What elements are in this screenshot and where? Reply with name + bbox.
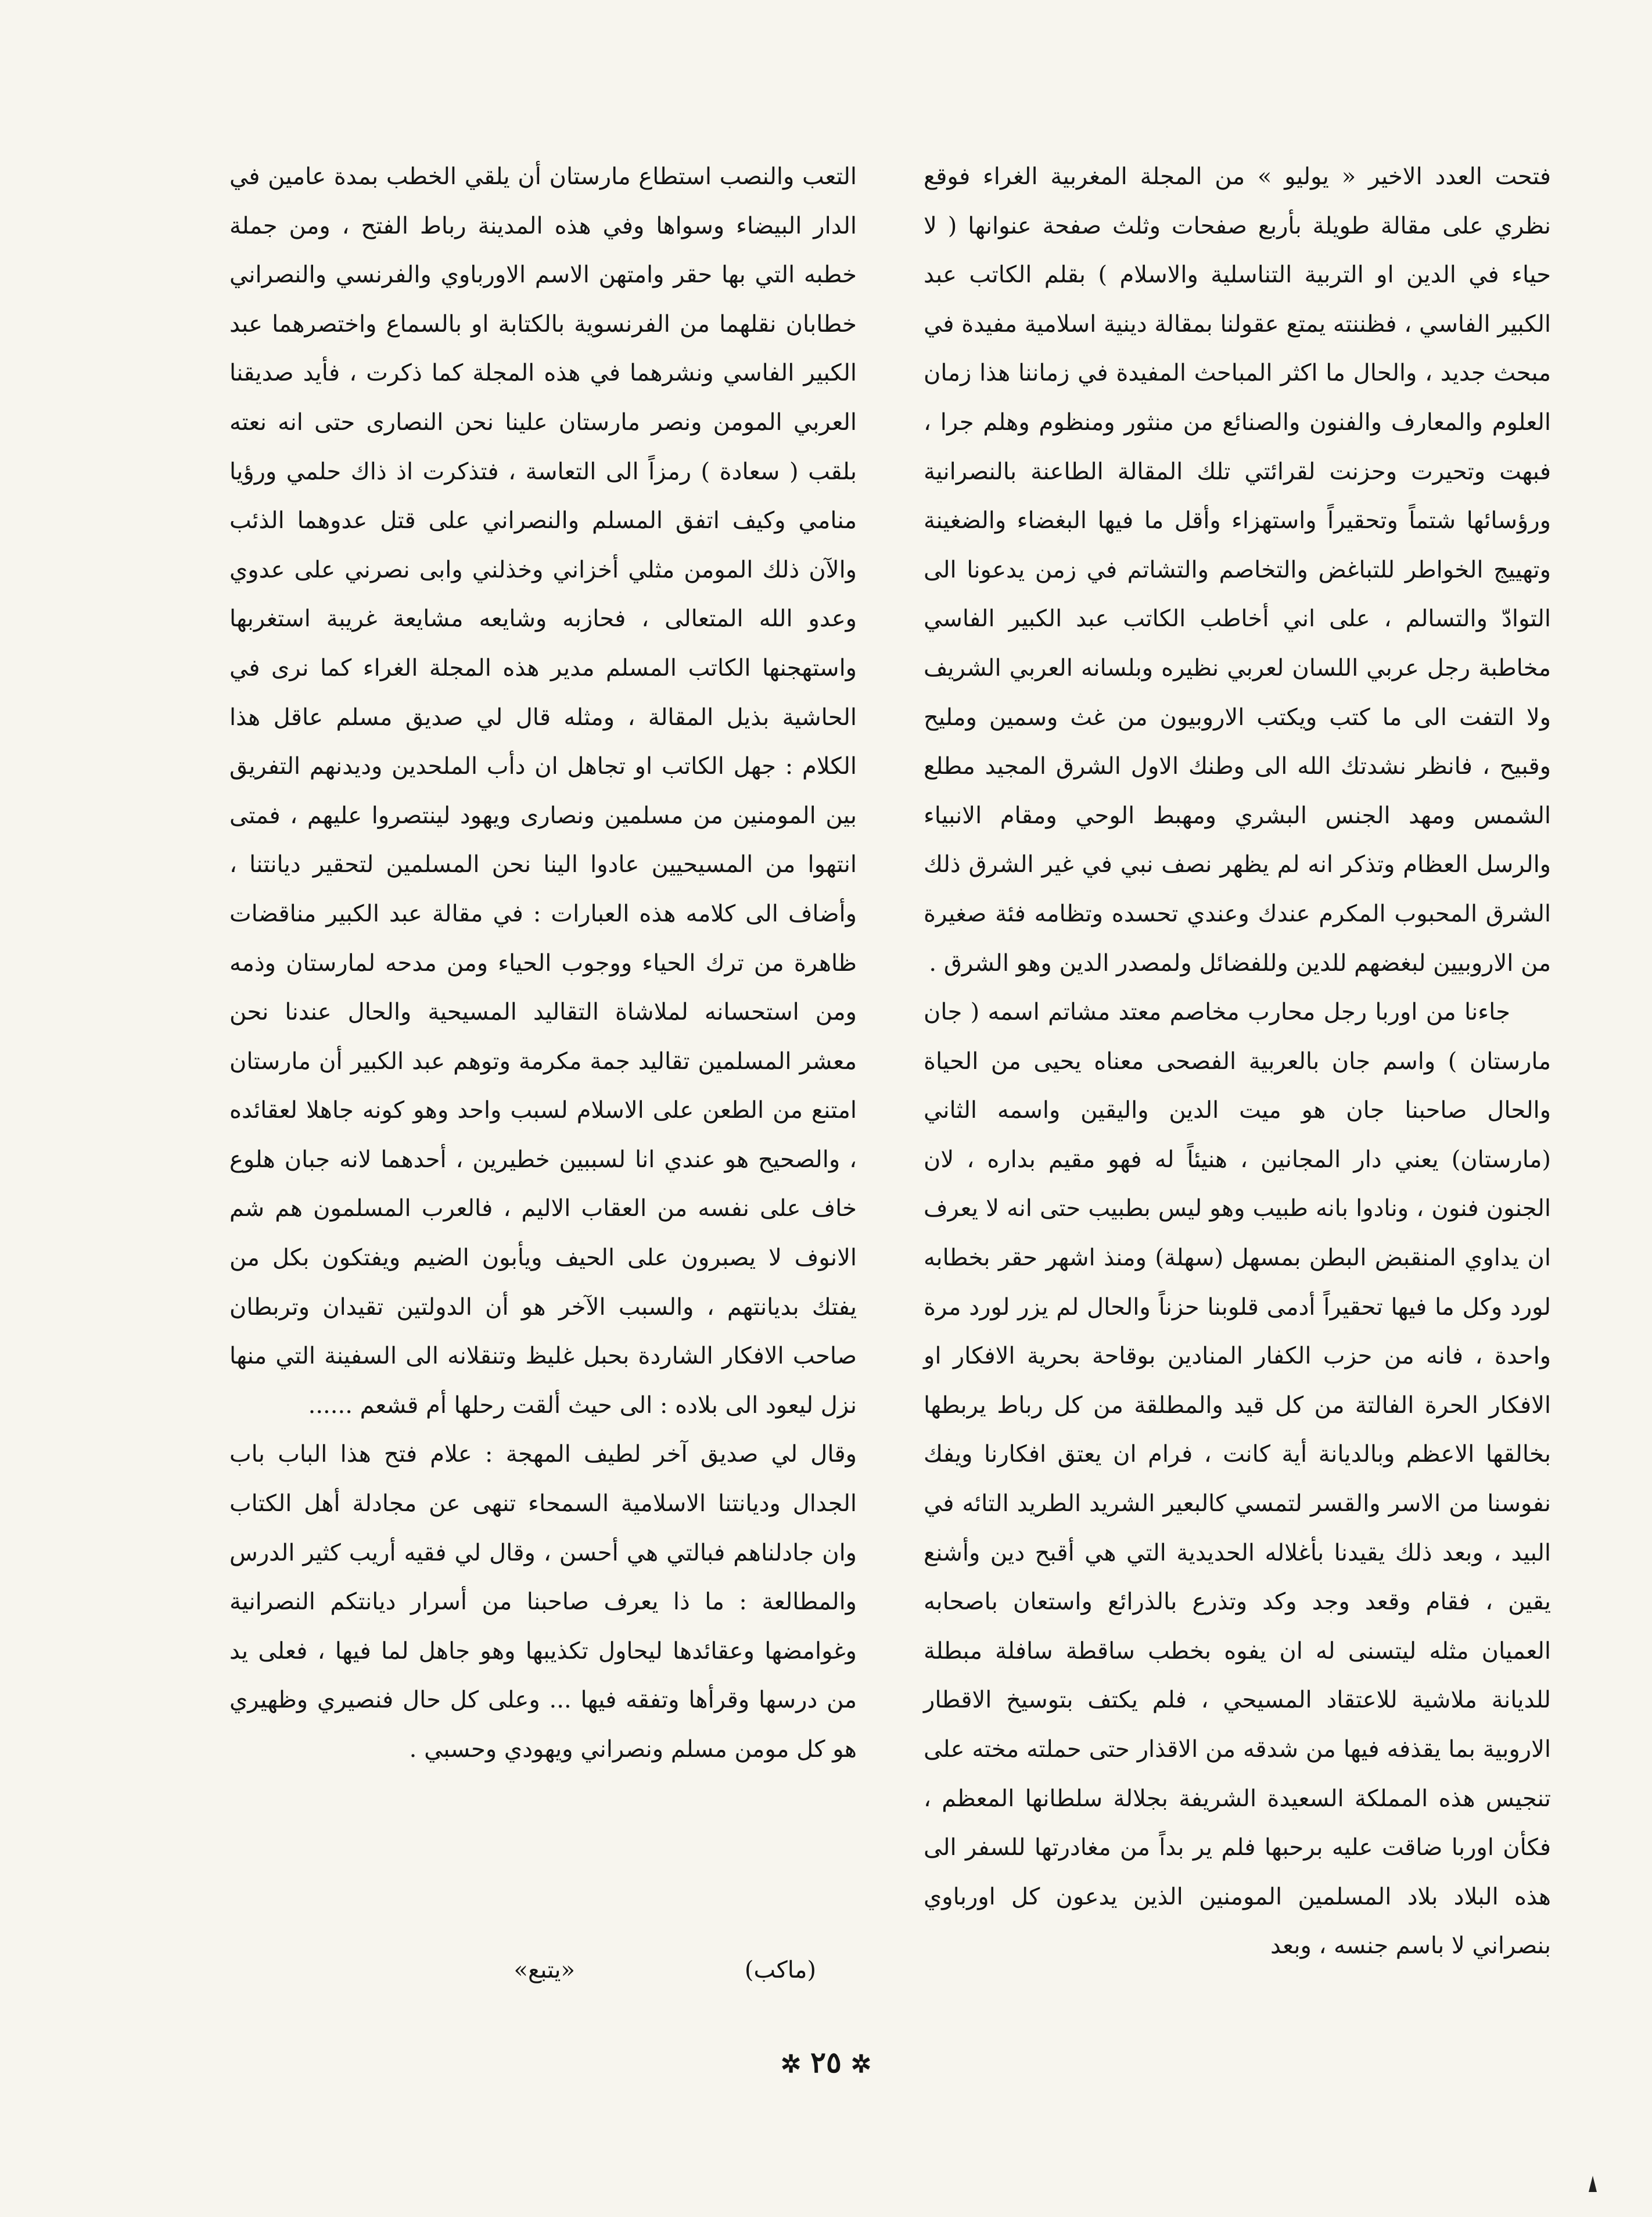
continued-marker: «يتبع» [513,1957,575,1983]
article-footer [293,1957,816,2003]
author-signature: (ماكب) [744,1957,816,1983]
article-column-right [924,152,1551,1971]
scan-mark-icon [1589,2176,1597,2192]
paragraph: التعب والنصب استطاع مارستان أن يلقي الخطب بمدة عامين في الدار البيضاء وسواها وفي هذه المدينة رباط الفتح ، ومن جملة خطبه التي بها حقر وامتهن الاسم الاورباوي والفرنسي والنصراني خطابان نقلهما من الفرنسوية بالكتابة او بالسماع واختصرهما عبد الكبير الفاسي ونشرهما في هذه المجلة كما ذكرت ، فأيد صديقنا العربي المومن ونصر مارستان علينا نحن النصارى حتى انه نعته بلقب ( سعادة ) رمزاً الى التعاسة ، فتذكرت اذ ذاك حلمي ورؤيا منامي وكيف اتفق المسلم والنصراني على قتل عدوهما الذئب والآن ذلك المومن مثلي أخزاني وخذلني وابى نصرني على عدوي وعدو الله المتعالى ، فحازبه وشايعه مشايعة غريبة استغربها واستهجنها الكاتب المسلم مدير هذه المجلة الغراء كما نرى في الحاشية بذيل المقالة ، ومثله قال لي صديق مسلم عاقل هذا الكلام : جهل الكاتب او تجاهل ان دأب الملحدين وديدنهم التفريق بين المومنين من مسلمين ونصارى ويهود لينتصروا عليهم ، فمتى انتهوا من المسيحيين عادوا الينا نحن المسلمين لتحقير ديانتنا ، وأضاف الى كلامه هذه العبارات : في مقالة عبد الكبير مناقضات ظاهرة من ترك الحياء ووجوب الحياء ومن مدحه لمارستان وذمه ومن استحسانه لملاشاة التقاليد المسيحية والحال عندنا نحن معشر المسلمين تقاليد جمة مكرمة وتوهم عبد الكبير أن مارستان امتنع من الطعن على الاسلام لسبب واحد وهو كونه جاهلا لعقائده ، والصحيح هو عندي انا لسببين خطيرين ، أحدهما لانه جبان هلوع خاف على نفسه من العقاب الاليم ، فالعرب المسلمون هم شم الانوف لا يصبرون على الحيف ويأبون الضيم ويفتكون بكل من يفتك بديانتهم ، والسبب الآخر هو أن الدولتين تقيدان وتربطان صاحب الافكار الشاردة بحبل غليظ وتنقلانه الى السفينة التي منها نزل ليعود الى بلاده : الى حيث ألقت رحلها أم قشعم ...... [229,163,857,1419]
article-column-left [229,152,857,1774]
star-ornament-icon: ✲ [850,2050,872,2078]
page-number-text: ٢٥ [810,2045,842,2079]
paragraph: جاءنا من اوربا رجل محارب مخاصم معتد مشاتم اسمه ( جان مارستان ) واسم جان بالعربية الفصحى معناه يحيى من الحياة والحال صاحبنا جان هو ميت الدين واليقين واسمه الثاني (مارستان) يعني دار المجانين ، هنيئاً له فهو مقيم بداره ، لان الجنون فنون ، ونادوا بانه طبيب وهو ليس بطبيب حتى انه لا يعرف ان يداوي المنقبض البطن بمسهل (سهلة) ومنذ اشهر حقر بخطابه لورد وكل ما فيها تحقيراً أدمى قلوبنا حزناً والحال لم يزر لورد مرة واحدة ، فانه من حزب الكفار المنادين بوقاحة بحرية الافكار او الافكار الحرة الفالتة من كل قيد والمطلقة من كل رباط يربطها بخالقها الاعظم وبالديانة أية كانت ، فرام ان يعتق افكارنا ويفك نفوسنا من الاسر والقسر لتمسي كالبعير الشريد الطريد التائه في البيد ، وبعد ذلك يقيدنا بأغلاله الحديدية التي هي أقبح دين وأشنع يقين ، فقام وقعد وجد وكد وتذرع بالذرائع واستعان باصحابه العميان مثله ليتسنى له ان يفوه بخطب ساقطة سافلة مبطلة للديانة ملاشية للاعتقاد المسيحي ، فلم يكتف بتوسيخ الاقطار الاروبية بما يقذفه فيها من شدقه من الاقذار حتى حملته مخته على تنجيس هذه المملكة السعيدة الشريفة بجلالة سلطانها المعظم ، فكأن اوربا ضاقت عليه برحبها فلم ير بداً من مغادرتها للسفر الى هذه البلاد بلاد المسلمين المومنين الذين يدعون كل اورباوي بنصراني لا باسم جنسه ، وبعد [924,999,1551,1960]
star-ornament-icon: ✲ [780,2050,802,2078]
page-number [0,2045,1652,2079]
paragraph: وقال لي صديق آخر لطيف المهجة : علام فتح هذا الباب باب الجدال وديانتنا الاسلامية السمحاء تنهى عن مجادلة أهل الكتاب وان جادلناهم فبالتي هي أحسن ، وقال لي فقيه أريب كثير الدرس والمطالعة : ما ذا يعرف صاحبنا من أسرار ديانتكم النصرانية وغوامضها وعقائدها ليحاول تكذيبها وهو جاهل لما فيها ، فعلى يد من درسها وقرأها وتفقه فيها ... وعلى كل حال فنصيري وظهيري هو كل مومن مسلم ونصراني ويهودي وحسبي . [229,1441,857,1763]
paragraph: فتحت العدد الاخير « يوليو » من المجلة المغربية الغراء فوقع نظري على مقالة طويلة بأربع صفحات وثلث صفحة عنوانها ( لا حياء في الدين او التربية التناسلية والاسلام ) بقلم الكاتب عبد الكبير الفاسي ، فظننته يمتع عقولنا بمقالة دينية اسلامية مفيدة في مبحث جديد ، والحال ما اكثر المباحث المفيدة في زماننا هذا زمان العلوم والمعارف والفنون والصنائع من منثور ومنظوم وهلم جرا ، فبهت وتحيرت وحزنت لقرائتي تلك المقالة الطاعنة بالنصرانية ورؤسائها شتماً وتحقيراً واستهزاء وأقل ما فيها البغضاء والضغينة وتهييج الخواطر للتباغض والتخاصم والتشاتم في زمن يدعونا الى التوادّ والتسالم ، على اني أخاطب الكاتب عبد الكبير الفاسي مخاطبة رجل عربي اللسان لعربي نظيره وبلسانه العربي الشريف ولا التفت الى ما كتب ويكتب الاروبيون من غث وسمين ومليح وقبيح ، فانظر نشدتك الله الى وطنك الاول الشرق المجيد مطلع الشمس ومهد الجنس البشري ومهبط الوحي ومقام الانبياء والرسل العظام وتذكر انه لم يظهر نصف نبي في غير الشرق ذلك الشرق المحبوب المكرم عندك وعندي تحسده وتظامه فئة صغيرة من الاروبيين لبغضهم للدين وللفضائل ولمصدر الدين وهو الشرق . [924,163,1551,977]
